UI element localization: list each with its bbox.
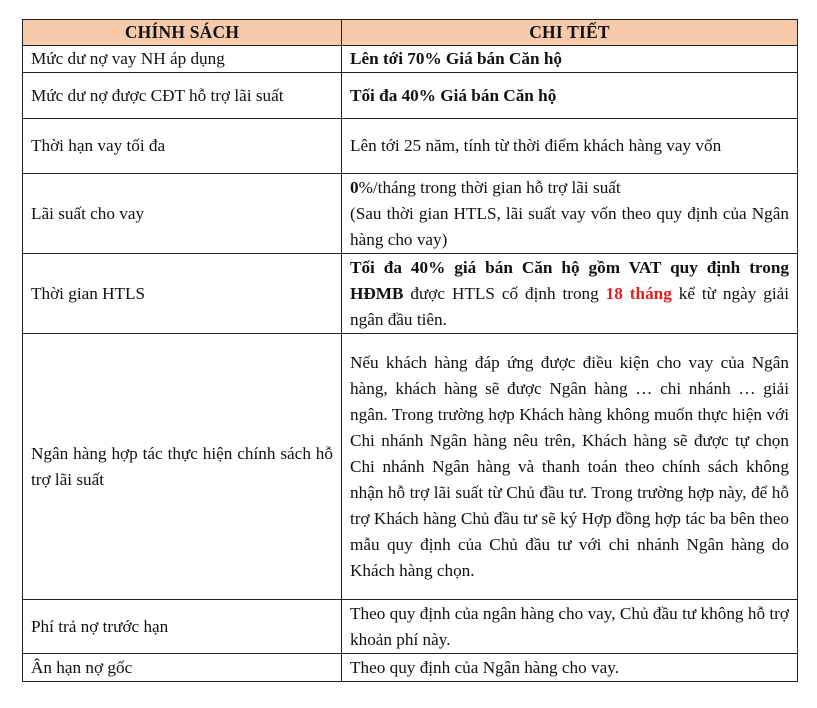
header-detail: CHI TIẾT [342, 20, 798, 46]
htls-end-text: kể từ ngày giải ngân đầu tiên. [350, 283, 790, 329]
row-label-interest-rate: Lãi suất cho vay [23, 174, 342, 254]
table-row [23, 600, 798, 654]
table-row [23, 174, 798, 254]
row-label-htls-period: Thời gian HTLS [23, 254, 342, 334]
table-header-row [23, 20, 798, 46]
row-detail-max-term: Lên tới 25 năm, tính từ thời điểm khách hàng vay vốn [342, 119, 798, 174]
row-detail-partner-bank: Nếu khách hàng đáp ứng được điều kiện cho vay của Ngân hàng, khách hàng sẽ được Ngân hàng … chi nhánh … giải ngân. Trong trường hợp Khách hàng không muốn thực hiện với Chi nhánh Ngân hàng nêu trên, Khách hàng sẽ được tự chọn Chi nhánh Ngân hàng và thanh toán theo chính sách không nhận hỗ trợ lãi suất từ Chủ đầu tư. Trong trường hợp này, để hỗ trợ Khách hàng Chủ đầu tư sẽ ký Hợp đồng hợp tác ba bên theo mẫu quy định của Chủ đầu tư với chi nhánh Ngân hàng do Khách hàng chọn. [342, 334, 798, 600]
interest-rate-line [350, 175, 789, 201]
htls-months-highlight: 18 tháng [605, 283, 672, 303]
table-row [23, 254, 798, 334]
row-label-max-term: Thời hạn vay tối đa [23, 119, 342, 174]
row-detail-prepayment-fee: Theo quy định của ngân hàng cho vay, Chủ đầu tư không hỗ trợ khoản phí này. [342, 600, 798, 654]
row-label-grace-period: Ân hạn nợ gốc [23, 654, 342, 682]
policy-table [22, 19, 798, 682]
table-row [23, 654, 798, 682]
interest-rate-note: (Sau thời gian HTLS, lãi suất vay vốn theo quy định của Ngân hàng cho vay) [350, 203, 789, 249]
table-row [23, 46, 798, 73]
interest-rate-value: 0 [350, 177, 359, 197]
row-detail-grace-period: Theo quy định của Ngân hàng cho vay. [342, 654, 798, 682]
row-detail-htls-period [342, 254, 798, 334]
table-row [23, 334, 798, 600]
interest-rate-text: %/tháng trong thời gian hỗ trợ lãi suất [358, 177, 621, 197]
row-label-supported-level: Mức dư nợ được CĐT hỗ trợ lãi suất [23, 73, 342, 119]
row-detail-supported-level: Tối đa 40% Giá bán Căn hộ [342, 73, 798, 119]
row-detail-loan-level: Lên tới 70% Giá bán Căn hộ [342, 46, 798, 73]
htls-bold-text: Tối đa 40% giá bán Căn hộ gồm VAT quy định trong HĐMB [350, 257, 789, 303]
table-row [23, 73, 798, 119]
row-label-loan-level: Mức dư nợ vay NH áp dụng [23, 46, 342, 73]
row-detail-interest-rate [342, 174, 798, 254]
row-label-partner-bank: Ngân hàng hợp tác thực hiện chính sách hỗ trợ lãi suất [23, 334, 342, 600]
header-policy: CHÍNH SÁCH [23, 20, 342, 46]
row-label-prepayment-fee: Phí trả nợ trước hạn [23, 600, 342, 654]
table-row [23, 119, 798, 174]
htls-mid-text: được HTLS cố định trong [403, 283, 606, 303]
